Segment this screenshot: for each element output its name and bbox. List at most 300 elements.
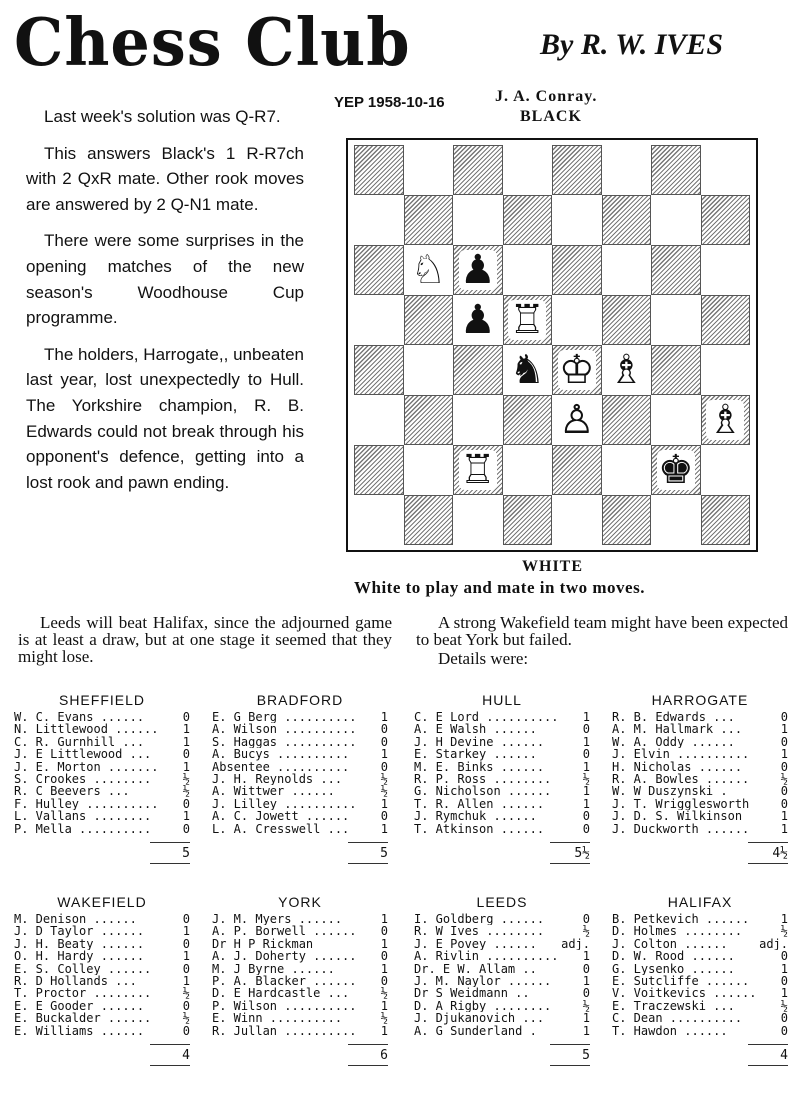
- details-heading: Details were:: [438, 649, 529, 668]
- player-score: ½: [182, 987, 190, 1000]
- board-square: [701, 245, 751, 295]
- board-square: [651, 495, 701, 545]
- player-score: ½: [182, 772, 190, 786]
- paragraph-text: Leeds will beat Halifax, since the adjourned game is at least a draw, but at one stage it seemed that they might lose.: [18, 613, 392, 666]
- board-square: [354, 145, 404, 195]
- board-square: [503, 195, 553, 245]
- chess-piece-icon: ♘: [410, 247, 447, 293]
- chess-piece-icon: ♖: [459, 447, 496, 493]
- player-row: [212, 1000, 388, 1012]
- player-row: [14, 925, 190, 937]
- player-row: [14, 761, 190, 773]
- player-score: 1: [380, 711, 388, 724]
- player-row: [612, 925, 788, 937]
- board-square: [552, 345, 602, 395]
- team-total: 6: [348, 1044, 388, 1063]
- player-score: 1: [380, 797, 388, 811]
- board-square: [354, 395, 404, 445]
- team-total: 5½: [550, 842, 590, 861]
- player-score: 1: [582, 797, 590, 811]
- player-row: [414, 950, 590, 962]
- player-row: [414, 810, 590, 822]
- team-table: [212, 692, 388, 864]
- player-name: A. P. Borwell ......: [212, 925, 357, 938]
- player-score: 1: [182, 810, 190, 823]
- player-score: 1: [780, 913, 788, 926]
- player-row: [612, 938, 788, 950]
- board-square: [404, 495, 454, 545]
- player-score: 1: [380, 913, 388, 926]
- team-name: HARROGATE: [651, 692, 749, 708]
- board-square: [453, 495, 503, 545]
- player-score: 0: [182, 999, 190, 1013]
- player-row: [414, 798, 590, 810]
- player-row: [414, 823, 590, 835]
- player-row: [414, 975, 590, 987]
- board-square: [701, 145, 751, 195]
- wakefield-york-paragraph: [416, 614, 788, 667]
- team-total: 4: [748, 1044, 788, 1063]
- board-square: [503, 495, 553, 545]
- player-score: 0: [380, 735, 388, 749]
- player-row: [212, 798, 388, 810]
- player-name: R. C Beevers ...: [14, 785, 130, 798]
- player-name: C. R. Gurnhill ...: [14, 735, 145, 749]
- player-score: 1: [582, 1012, 590, 1025]
- player-name: M. E. Binks ......: [414, 760, 545, 773]
- player-name: E. G Berg ..........: [212, 711, 357, 724]
- player-row: [612, 711, 788, 723]
- player-score: 1: [582, 711, 590, 724]
- player-row: [212, 975, 388, 987]
- player-row: [14, 723, 190, 735]
- player-row: [212, 723, 388, 735]
- team-total: 5: [150, 842, 190, 861]
- board-square: [404, 245, 454, 295]
- board-square: [701, 495, 751, 545]
- player-row: [14, 798, 190, 810]
- player-score: 0: [182, 711, 190, 724]
- player-row: [212, 950, 388, 962]
- player-row: [14, 810, 190, 822]
- total-rule: [150, 1065, 190, 1066]
- board-square: [602, 145, 652, 195]
- board-square: [552, 195, 602, 245]
- player-row: [14, 773, 190, 785]
- player-name: P. Mella ..........: [14, 822, 152, 835]
- player-row: [14, 975, 190, 987]
- player-name: J. M. Naylor ......: [414, 974, 552, 988]
- player-score: 0: [582, 962, 590, 975]
- player-name: R. P. Ross ........: [414, 772, 552, 786]
- player-name: Dr H P Rickman: [212, 937, 314, 951]
- board-square: [404, 195, 454, 245]
- player-score: 0: [780, 760, 788, 773]
- player-name: I. Goldberg ......: [414, 913, 545, 926]
- player-score: 1: [182, 760, 190, 773]
- player-name: E. S. Colley ......: [14, 962, 152, 975]
- player-row: [14, 938, 190, 950]
- player-row: [14, 987, 190, 999]
- player-row: [612, 723, 788, 735]
- total-rule: [550, 863, 590, 864]
- board-square: [602, 345, 652, 395]
- player-score: 0: [380, 950, 388, 963]
- player-name: B. Petkevich ......: [612, 913, 750, 926]
- player-row: [212, 785, 388, 797]
- board-square: [503, 295, 553, 345]
- player-name: J. T. Wrigglesworth: [612, 797, 750, 811]
- player-name: E. Buckalder ......: [14, 1012, 152, 1025]
- team-name: YORK: [278, 894, 322, 910]
- player-name: J. Rymchuk ......: [414, 810, 537, 823]
- board-square: [453, 145, 503, 195]
- problem-caption: White to play and mate in two moves.: [354, 578, 645, 597]
- white-side-label: WHITE: [522, 558, 584, 575]
- board-square: [552, 245, 602, 295]
- board-square: [354, 445, 404, 495]
- article-paragraph: There were some surprises in the opening matches of the new season's Woodhouse Cup programme.: [26, 231, 304, 328]
- chess-piece-icon: ♟: [459, 247, 496, 293]
- player-name: L. A. Cresswell ...: [212, 822, 350, 835]
- article-paragraph: This answers Black's 1 R-R7ch with 2 QxR mate. Other rook moves are answered by 2 Q-N1 mate.: [26, 143, 304, 214]
- player-row: [14, 1000, 190, 1012]
- player-row: [212, 736, 388, 748]
- player-score: 1: [182, 723, 190, 736]
- team-total: 4: [150, 1044, 190, 1063]
- player-score: 1: [380, 962, 388, 975]
- paragraph-text: A strong Wakefield team might have been expected to beat York but failed.: [416, 613, 789, 649]
- player-score: 1: [380, 748, 388, 761]
- board-square: [552, 395, 602, 445]
- player-row: [414, 925, 590, 937]
- player-row: [612, 748, 788, 760]
- player-name: W. C. Evans ......: [14, 711, 145, 724]
- player-name: J. E Povey ......: [414, 937, 537, 951]
- player-row: [414, 711, 590, 723]
- player-score: 1: [380, 1024, 388, 1037]
- board-square: [354, 245, 404, 295]
- player-row: [14, 748, 190, 760]
- board-square: [354, 295, 404, 345]
- board-square: [552, 445, 602, 495]
- player-name: P. Wilson ..........: [212, 999, 357, 1013]
- player-row: [414, 785, 590, 797]
- player-score: 0: [780, 1024, 788, 1037]
- player-name: G. Lysenko ......: [612, 962, 735, 975]
- board-square: [701, 395, 751, 445]
- player-row: [212, 938, 388, 950]
- player-score: 1: [182, 974, 190, 988]
- player-name: T. R. Allen ......: [414, 797, 545, 811]
- team-table: [414, 894, 590, 1066]
- player-score: 1: [380, 937, 388, 951]
- player-score: 0: [380, 723, 388, 736]
- player-score: 0: [182, 913, 190, 926]
- board-square: [503, 145, 553, 195]
- player-score: ½: [780, 772, 788, 786]
- player-name: M. J Byrne ......: [212, 962, 335, 975]
- total-rule: [748, 863, 788, 864]
- player-name: J. E Littlewood ...: [14, 748, 152, 761]
- player-name: F. Hulley ..........: [14, 797, 159, 811]
- player-row: [212, 987, 388, 999]
- team-total: 4½: [748, 842, 788, 861]
- player-score: 0: [582, 913, 590, 926]
- player-row: [414, 723, 590, 735]
- player-name: E. Starkey ......: [414, 748, 537, 761]
- chess-piece-icon: ♔: [558, 347, 595, 393]
- board-square: [404, 145, 454, 195]
- board-square: [602, 445, 652, 495]
- player-row: [612, 1012, 788, 1024]
- player-score: 0: [582, 748, 590, 761]
- player-name: Absentee ..........: [212, 760, 350, 773]
- player-name: V. Voitkevics ......: [612, 987, 757, 1000]
- byline: By R. W. IVES: [540, 28, 724, 61]
- player-row: [612, 987, 788, 999]
- board-square: [701, 195, 751, 245]
- board-square: [503, 345, 553, 395]
- player-row: [212, 773, 388, 785]
- player-name: W. W Duszynski .: [612, 785, 728, 798]
- chess-piece-icon: ♙: [558, 397, 595, 443]
- board-square: [453, 195, 503, 245]
- total-rule: [748, 1065, 788, 1066]
- board-square: [651, 295, 701, 345]
- player-score: 1: [780, 748, 788, 761]
- player-name: J. Lilley ..........: [212, 797, 357, 811]
- player-row: [212, 925, 388, 937]
- player-name: J. H. Reynolds ...: [212, 772, 343, 786]
- player-name: R. Jullan ..........: [212, 1024, 357, 1037]
- leeds-halifax-paragraph: [18, 614, 392, 665]
- player-row: [612, 1000, 788, 1012]
- player-name: D. E Hardcastle ...: [212, 987, 350, 1000]
- player-name: J. H Devine ......: [414, 735, 545, 749]
- player-row: [14, 711, 190, 723]
- player-score: 1: [380, 822, 388, 835]
- board-square: [602, 295, 652, 345]
- player-score: 1: [582, 950, 590, 963]
- player-score: 1: [582, 1024, 590, 1037]
- team-table: [212, 894, 388, 1066]
- player-row: [612, 761, 788, 773]
- player-score: ½: [582, 925, 590, 938]
- player-name: A. M. Hallmark ...: [612, 723, 743, 736]
- chess-piece-icon: ♚: [657, 447, 694, 493]
- player-name: T. Atkinson ......: [414, 822, 545, 835]
- player-row: [14, 823, 190, 835]
- player-row: [612, 773, 788, 785]
- player-name: A. Wittwer ......: [212, 785, 335, 798]
- player-name: J. Djukanovich ...: [414, 1012, 545, 1025]
- board-square: [602, 495, 652, 545]
- player-score: ½: [380, 772, 388, 786]
- player-score: 0: [582, 723, 590, 736]
- player-row: [414, 761, 590, 773]
- player-row: [612, 1025, 788, 1037]
- player-name: Dr S Weidmann ..: [414, 987, 530, 1000]
- player-row: [612, 963, 788, 975]
- player-row: [14, 963, 190, 975]
- player-row: [212, 963, 388, 975]
- player-name: A. Rivlin ..........: [414, 950, 559, 963]
- board-square: [453, 245, 503, 295]
- player-row: [414, 1000, 590, 1012]
- team-table: [414, 692, 590, 864]
- player-score: ½: [182, 785, 190, 798]
- board-square: [503, 395, 553, 445]
- total-rule: [348, 1065, 388, 1066]
- player-name: E. Traczewski ...: [612, 999, 735, 1013]
- chess-board: [354, 145, 750, 545]
- player-score: 0: [582, 822, 590, 835]
- player-score: 0: [582, 810, 590, 823]
- board-square: [453, 295, 503, 345]
- player-name: D. Holmes ........: [612, 925, 743, 938]
- player-name: A. C. Jowett ......: [212, 810, 350, 823]
- player-name: D. A Rigby ........: [414, 999, 552, 1013]
- board-square: [404, 295, 454, 345]
- chess-piece-icon: ♖: [509, 297, 546, 343]
- player-row: [612, 950, 788, 962]
- player-row: [212, 1025, 388, 1037]
- player-name: D. W. Rood ......: [612, 950, 735, 963]
- player-row: [14, 950, 190, 962]
- article-column: [26, 104, 304, 506]
- player-row: [612, 975, 788, 987]
- player-row: [414, 963, 590, 975]
- chess-piece-icon: ♞: [509, 347, 546, 393]
- player-name: N. Littlewood ......: [14, 723, 159, 736]
- team-table: [14, 894, 190, 1066]
- player-score: 0: [380, 810, 388, 823]
- board-square: [552, 295, 602, 345]
- player-name: A. Bucys ..........: [212, 748, 350, 761]
- player-row: [414, 913, 590, 925]
- player-name: E. Sutcliffe ......: [612, 974, 750, 988]
- player-score: 0: [380, 925, 388, 938]
- board-square: [404, 395, 454, 445]
- black-side-label: BLACK: [520, 108, 582, 125]
- player-row: [212, 748, 388, 760]
- player-name: J. E. Morton .......: [14, 760, 159, 773]
- player-row: [14, 1012, 190, 1024]
- board-square: [651, 345, 701, 395]
- player-name: R. B. Edwards ...: [612, 711, 735, 724]
- player-score: 0: [780, 735, 788, 749]
- article-paragraph: Last week's solution was Q-R7.: [44, 107, 281, 126]
- board-square: [552, 495, 602, 545]
- player-score: 0: [182, 937, 190, 951]
- player-row: [612, 785, 788, 797]
- board-square: [354, 195, 404, 245]
- player-row: [212, 913, 388, 925]
- player-score: ½: [780, 925, 788, 938]
- player-score: ½: [380, 987, 388, 1000]
- player-row: [14, 913, 190, 925]
- player-name: R. D Hollands ...: [14, 974, 137, 988]
- player-score: 1: [780, 822, 788, 835]
- board-square: [354, 345, 404, 395]
- player-score: 1: [182, 925, 190, 938]
- board-square: [651, 145, 701, 195]
- board-square: [453, 345, 503, 395]
- player-name: J. Colton ......: [612, 937, 728, 951]
- board-square: [503, 245, 553, 295]
- date-stamp: YEP 1958-10-16: [334, 94, 445, 111]
- chess-piece-icon: ♗: [707, 397, 744, 443]
- team-name: WAKEFIELD: [57, 894, 147, 910]
- player-row: [414, 773, 590, 785]
- player-score: 0: [182, 797, 190, 811]
- player-score: 1: [780, 723, 788, 736]
- player-row: [612, 810, 788, 822]
- player-name: E. Winn ..........: [212, 1012, 343, 1025]
- chess-diagram: [346, 138, 758, 552]
- player-name: S. Crookes ........: [14, 772, 152, 786]
- player-name: A. Wilson ..........: [212, 723, 357, 736]
- board-square: [651, 445, 701, 495]
- board-square: [701, 345, 751, 395]
- player-score: 0: [182, 748, 190, 761]
- player-name: P. A. Blacker ......: [212, 974, 357, 988]
- board-square: [453, 395, 503, 445]
- player-score: ½: [780, 999, 788, 1013]
- player-name: T. Proctor ........: [14, 987, 152, 1000]
- player-name: H. Nicholas ......: [612, 760, 743, 773]
- player-score: adj.: [759, 937, 788, 951]
- player-score: 1: [380, 999, 388, 1013]
- board-square: [701, 445, 751, 495]
- player-score: 1: [582, 974, 590, 988]
- team-table: [612, 894, 788, 1066]
- player-name: W. A. Oddy ......: [612, 735, 735, 749]
- team-name: LEEDS: [476, 894, 528, 910]
- team-total: 5: [550, 1044, 590, 1063]
- player-row: [612, 798, 788, 810]
- board-square: [602, 195, 652, 245]
- total-rule: [348, 863, 388, 864]
- player-name: J. Duckworth ......: [612, 822, 750, 835]
- player-score: 0: [582, 987, 590, 1000]
- chess-piece-icon: ♟: [459, 297, 496, 343]
- player-row: [212, 711, 388, 723]
- player-name: J. D. S. Wilkinson: [612, 810, 743, 823]
- player-name: R. W Ives ........: [414, 925, 545, 938]
- player-row: [14, 785, 190, 797]
- board-square: [404, 445, 454, 495]
- player-name: E. Williams ......: [14, 1024, 145, 1037]
- player-name: J. Elvin ..........: [612, 748, 750, 761]
- player-row: [212, 823, 388, 835]
- team-total: 5: [348, 842, 388, 861]
- board-square: [453, 445, 503, 495]
- player-name: J. H. Beaty ......: [14, 937, 145, 951]
- player-row: [14, 736, 190, 748]
- player-score: 0: [380, 974, 388, 988]
- team-name: BRADFORD: [256, 692, 344, 708]
- team-name: HALIFAX: [667, 894, 733, 910]
- total-rule: [550, 1065, 590, 1066]
- player-score: 0: [182, 1024, 190, 1037]
- player-score: 1: [780, 810, 788, 823]
- player-row: [612, 736, 788, 748]
- board-square: [503, 445, 553, 495]
- board-square: [354, 495, 404, 545]
- player-row: [212, 810, 388, 822]
